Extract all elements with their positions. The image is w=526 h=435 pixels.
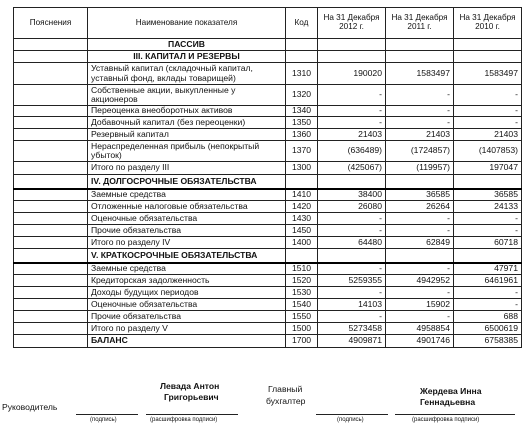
notes-cell	[14, 141, 88, 162]
value-2010-cell: 21403	[454, 129, 522, 141]
notes-cell	[14, 85, 88, 106]
value-2010-cell: 60718	[454, 237, 522, 249]
table-row	[14, 39, 522, 51]
table-row	[14, 106, 522, 117]
value-2012-cell	[318, 175, 386, 189]
value-2012-cell	[318, 249, 386, 263]
name-cell: Нераспределенная прибыль (непокрытый убыток)	[88, 141, 286, 162]
value-2012-cell: 64480	[318, 237, 386, 249]
name-cell: IV. ДОЛГОСРОЧНЫЕ ОБЯЗАТЕЛЬСТВА	[88, 175, 286, 189]
code-cell: 1700	[286, 335, 318, 348]
accountant-signature-line	[316, 414, 388, 415]
header-name: Наименование показателя	[88, 8, 286, 39]
notes-cell	[14, 311, 88, 323]
table-row	[14, 299, 522, 311]
notes-cell	[14, 175, 88, 189]
notes-cell	[14, 299, 88, 311]
value-2012-cell: 26080	[318, 201, 386, 213]
value-2012-cell: -	[318, 106, 386, 117]
value-2012-cell: -	[318, 225, 386, 237]
accountant-label-2: бухгалтер	[266, 396, 306, 406]
notes-cell	[14, 201, 88, 213]
header-col-2012: На 31 Декабря 2012 г.	[318, 8, 386, 39]
header-col-2010: На 31 Декабря 2010 г.	[454, 8, 522, 39]
code-cell: 1510	[286, 263, 318, 275]
table-row	[14, 287, 522, 299]
table-row	[14, 225, 522, 237]
code-cell: 1500	[286, 323, 318, 335]
name-cell: Прочие обязательства	[88, 225, 286, 237]
name-cell: ПАССИВ	[88, 39, 286, 51]
name-cell: Заемные средства	[88, 189, 286, 201]
value-2010-cell: 6758385	[454, 335, 522, 348]
value-2011-cell: 21403	[386, 129, 454, 141]
table-row	[14, 85, 522, 106]
value-2011-cell: 26264	[386, 201, 454, 213]
value-2011-cell	[386, 249, 454, 263]
code-cell: 1410	[286, 189, 318, 201]
table-row	[14, 323, 522, 335]
code-cell: 1520	[286, 275, 318, 287]
name-cell: Оценочные обязательства	[88, 213, 286, 225]
value-2010-cell: 197047	[454, 162, 522, 175]
value-2011-cell: 4958854	[386, 323, 454, 335]
value-2011-cell	[386, 51, 454, 63]
notes-cell	[14, 323, 88, 335]
accountant-label-1: Главный	[268, 384, 303, 394]
code-cell	[286, 249, 318, 263]
name-cell: Оценочные обязательства	[88, 299, 286, 311]
accountant-sign-caption: (подпись)	[337, 417, 364, 423]
notes-cell	[14, 335, 88, 348]
value-2011-cell: -	[386, 225, 454, 237]
code-cell: 1420	[286, 201, 318, 213]
value-2011-cell	[386, 39, 454, 51]
value-2010-cell: 1583497	[454, 63, 522, 85]
table-row	[14, 263, 522, 275]
value-2011-cell: 36585	[386, 189, 454, 201]
notes-cell	[14, 287, 88, 299]
value-2012-cell: 38400	[318, 189, 386, 201]
header-col-2011: На 31 Декабря 2011 г.	[386, 8, 454, 39]
value-2011-cell	[386, 175, 454, 189]
table-row	[14, 141, 522, 162]
table-row	[14, 201, 522, 213]
value-2012-cell: 14103	[318, 299, 386, 311]
table-row	[14, 213, 522, 225]
value-2010-cell: -	[454, 213, 522, 225]
value-2012-cell: (425067)	[318, 162, 386, 175]
value-2011-cell: 4942952	[386, 275, 454, 287]
value-2010-cell: -	[454, 117, 522, 129]
table-row	[14, 275, 522, 287]
notes-cell	[14, 162, 88, 175]
value-2010-cell	[454, 249, 522, 263]
notes-cell	[14, 39, 88, 51]
header-code: Код	[286, 8, 318, 39]
value-2010-cell: 6461961	[454, 275, 522, 287]
head-signature-line	[76, 414, 138, 415]
notes-cell	[14, 129, 88, 141]
value-2012-cell: 5259355	[318, 275, 386, 287]
accountant-name-1: Жердева Инна	[420, 386, 482, 396]
code-cell: 1550	[286, 311, 318, 323]
table-row	[14, 162, 522, 175]
value-2011-cell: 15902	[386, 299, 454, 311]
table-header-row	[14, 8, 522, 39]
value-2012-cell	[318, 51, 386, 63]
table-row	[14, 237, 522, 249]
value-2010-cell	[454, 39, 522, 51]
value-2012-cell: 21403	[318, 129, 386, 141]
head-label: Руководитель	[2, 402, 58, 412]
name-cell: Собственные акции, выкупленные у акционеров	[88, 85, 286, 106]
value-2011-cell: (119957)	[386, 162, 454, 175]
value-2012-cell: (636489)	[318, 141, 386, 162]
value-2010-cell: -	[454, 85, 522, 106]
head-decode-caption: (расшифровка подписи)	[150, 417, 218, 423]
value-2012-cell: 5273458	[318, 323, 386, 335]
table-row	[14, 249, 522, 263]
code-cell: 1340	[286, 106, 318, 117]
code-cell	[286, 175, 318, 189]
value-2011-cell: (1724857)	[386, 141, 454, 162]
code-cell: 1320	[286, 85, 318, 106]
signature-block	[0, 376, 526, 435]
value-2012-cell: 190020	[318, 63, 386, 85]
code-cell: 1530	[286, 287, 318, 299]
value-2011-cell: -	[386, 311, 454, 323]
table-row	[14, 311, 522, 323]
value-2010-cell: -	[454, 106, 522, 117]
table-row	[14, 175, 522, 189]
value-2011-cell: 4901746	[386, 335, 454, 348]
value-2011-cell: -	[386, 213, 454, 225]
value-2011-cell: -	[386, 117, 454, 129]
value-2011-cell: -	[386, 263, 454, 275]
name-cell: Уставный капитал (складочный капитал, уставный фонд, вклады товарищей)	[88, 63, 286, 85]
name-cell: Итого по разделу IV	[88, 237, 286, 249]
head-name-2: Григорьевич	[164, 392, 219, 402]
name-cell: Переоценка внеоборотных активов	[88, 106, 286, 117]
value-2012-cell: -	[318, 263, 386, 275]
accountant-decode-line	[395, 414, 515, 415]
value-2011-cell: 1583497	[386, 63, 454, 85]
notes-cell	[14, 189, 88, 201]
value-2010-cell: 47971	[454, 263, 522, 275]
code-cell: 1450	[286, 225, 318, 237]
name-cell: Резервный капитал	[88, 129, 286, 141]
value-2012-cell: -	[318, 311, 386, 323]
notes-cell	[14, 263, 88, 275]
table-row	[14, 129, 522, 141]
table-row	[14, 335, 522, 348]
value-2010-cell	[454, 51, 522, 63]
value-2011-cell: -	[386, 287, 454, 299]
notes-cell	[14, 63, 88, 85]
table-row	[14, 117, 522, 129]
header-notes: Пояснения	[14, 8, 88, 39]
value-2012-cell: -	[318, 117, 386, 129]
notes-cell	[14, 237, 88, 249]
notes-cell	[14, 249, 88, 263]
value-2010-cell: 36585	[454, 189, 522, 201]
value-2011-cell: -	[386, 106, 454, 117]
notes-cell	[14, 51, 88, 63]
value-2012-cell: 4909871	[318, 335, 386, 348]
code-cell: 1400	[286, 237, 318, 249]
code-cell: 1540	[286, 299, 318, 311]
value-2011-cell: -	[386, 85, 454, 106]
notes-cell	[14, 106, 88, 117]
name-cell: Отложенные налоговые обязательства	[88, 201, 286, 213]
name-cell: Прочие обязательства	[88, 311, 286, 323]
code-cell	[286, 51, 318, 63]
accountant-decode-caption: (расшифровка подписи)	[412, 417, 480, 423]
name-cell: Итого по разделу V	[88, 323, 286, 335]
name-cell: Итого по разделу III	[88, 162, 286, 175]
accountant-name-2: Геннадьевна	[420, 397, 476, 407]
value-2010-cell: -	[454, 225, 522, 237]
value-2012-cell: -	[318, 85, 386, 106]
table-row	[14, 63, 522, 85]
notes-cell	[14, 213, 88, 225]
name-cell: Добавочный капитал (без переоценки)	[88, 117, 286, 129]
code-cell: 1300	[286, 162, 318, 175]
value-2012-cell: -	[318, 213, 386, 225]
table-row	[14, 189, 522, 201]
code-cell	[286, 39, 318, 51]
value-2012-cell: -	[318, 287, 386, 299]
value-2010-cell: (1407853)	[454, 141, 522, 162]
notes-cell	[14, 275, 88, 287]
code-cell: 1350	[286, 117, 318, 129]
value-2010-cell: -	[454, 287, 522, 299]
code-cell: 1360	[286, 129, 318, 141]
code-cell: 1310	[286, 63, 318, 85]
head-sign-caption: (подпись)	[90, 417, 117, 423]
notes-cell	[14, 225, 88, 237]
table-row	[14, 51, 522, 63]
name-cell: Кредиторская задолженность	[88, 275, 286, 287]
name-cell: Заемные средства	[88, 263, 286, 275]
head-decode-line	[146, 414, 238, 415]
name-cell: V. КРАТКОСРОЧНЫЕ ОБЯЗАТЕЛЬСТВА	[88, 249, 286, 263]
value-2010-cell: -	[454, 299, 522, 311]
balance-table	[13, 7, 522, 348]
name-cell: БАЛАНС	[88, 335, 286, 348]
value-2010-cell: 6500619	[454, 323, 522, 335]
name-cell: Доходы будущих периодов	[88, 287, 286, 299]
head-name-1: Левада Антон	[160, 381, 220, 391]
value-2011-cell: 62849	[386, 237, 454, 249]
notes-cell	[14, 117, 88, 129]
balance-sheet	[13, 7, 521, 348]
code-cell: 1430	[286, 213, 318, 225]
name-cell: III. КАПИТАЛ И РЕЗЕРВЫ	[88, 51, 286, 63]
value-2010-cell: 688	[454, 311, 522, 323]
value-2010-cell: 24133	[454, 201, 522, 213]
code-cell: 1370	[286, 141, 318, 162]
value-2010-cell	[454, 175, 522, 189]
value-2012-cell	[318, 39, 386, 51]
